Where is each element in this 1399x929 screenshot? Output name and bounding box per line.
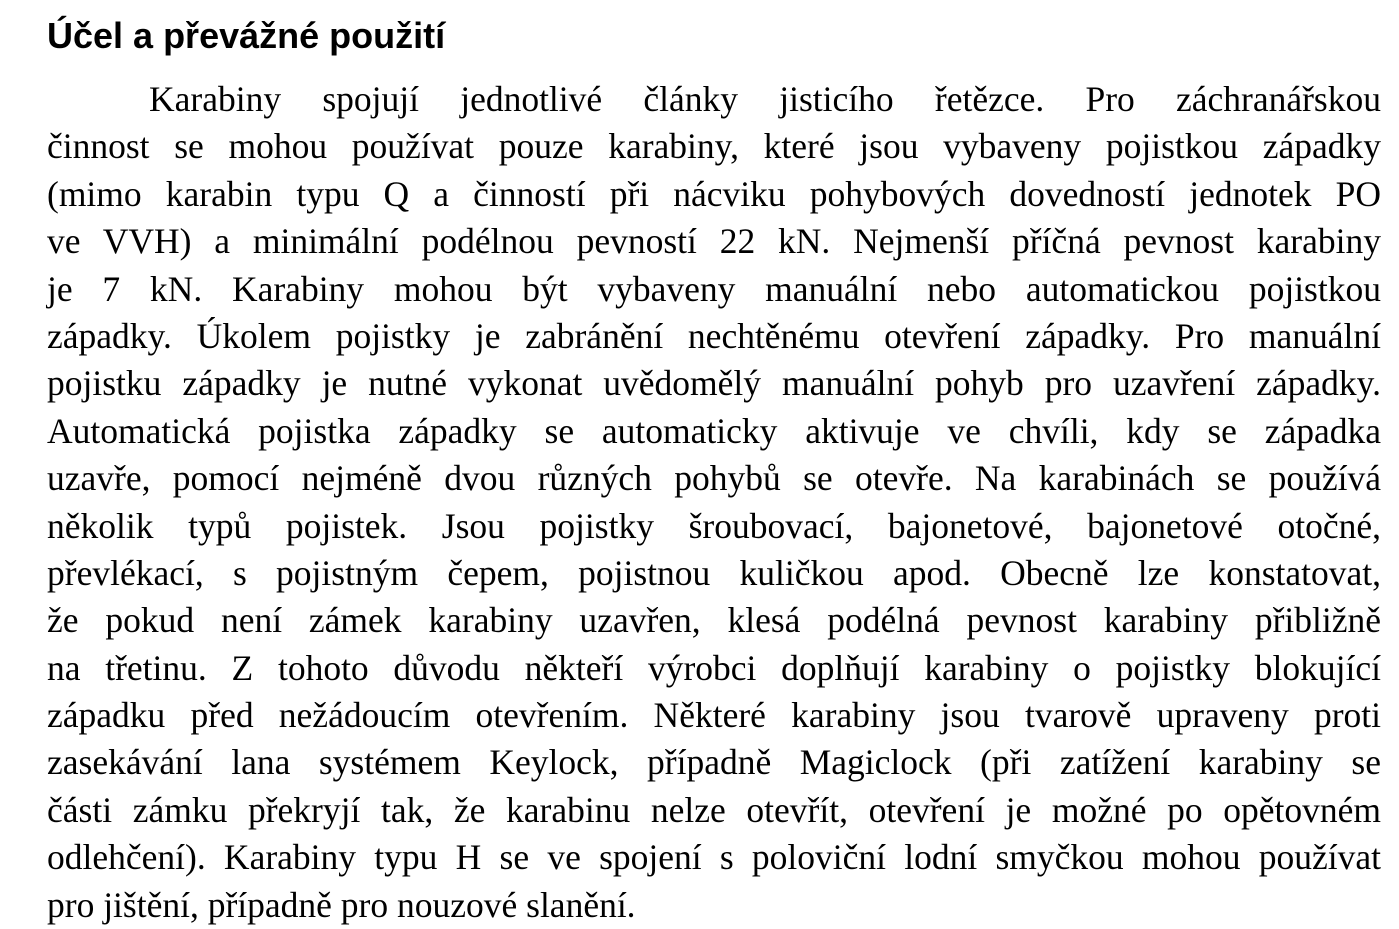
paragraph-line: Karabiny spojují jednotlivé články jisticího řetězce. Pro záchranářskou: [149, 79, 1381, 119]
paragraph-line: pojistku západky je nutné vykonat uvědomělý manuální pohyb pro uzavření západky.: [47, 363, 1381, 404]
paragraph-line: (mimo karabin typu Q a činností při nácviku pohybových dovedností jednotek PO: [47, 173, 1381, 214]
section-heading: Účel a převážné použití: [47, 15, 446, 56]
paragraph-line: je 7 kN. Karabiny mohou být vybaveny manuální nebo automatickou pojistkou: [47, 268, 1381, 309]
paragraph-line: odlehčení). Karabiny typu H se ve spojení s poloviční lodní smyčkou mohou používat: [47, 837, 1381, 878]
paragraph-line: ve VVH) a minimální podélnou pevností 22 kN. Nejmenší příčná pevnost karabiny: [47, 221, 1381, 262]
paragraph-line: na třetinu. Z tohoto důvodu někteří výrobci doplňují karabiny o pojistky blokující: [47, 647, 1381, 688]
paragraph-line: Automatická pojistka západky se automaticky aktivuje ve chvíli, kdy se západka: [47, 410, 1381, 451]
paragraph-line: uzavře, pomocí nejméně dvou různých pohybů se otevře. Na karabinách se používá: [47, 458, 1381, 499]
paragraph-line: že pokud není zámek karabiny uzavřen, klesá podélná pevnost karabiny přibližně: [47, 600, 1381, 641]
paragraph-line: činnost se mohou používat pouze karabiny, které jsou vybaveny pojistkou západky: [47, 126, 1381, 167]
paragraph-line: převlékací, s pojistným čepem, pojistnou kuličkou apod. Obecně lze konstatovat,: [47, 552, 1381, 593]
body-paragraph: [47, 76, 1381, 929]
paragraph-line: zasekávání lana systémem Keylock, případně Magiclock (při zatížení karabiny se: [47, 742, 1381, 783]
paragraph-line: západku před nežádoucím otevřením. Některé karabiny jsou tvarově upraveny proti: [47, 695, 1381, 736]
paragraph-line: části zámku překryjí tak, že karabinu nelze otevřít, otevření je možné po opětovném: [47, 789, 1381, 830]
paragraph-line: pro jištění, případně pro nouzové slanění.: [47, 884, 636, 925]
paragraph-line: západky. Úkolem pojistky je zabránění nechtěnému otevření západky. Pro manuální: [47, 315, 1381, 356]
paragraph-line: několik typů pojistek. Jsou pojistky šroubovací, bajonetové, bajonetové otočné,: [47, 505, 1381, 546]
